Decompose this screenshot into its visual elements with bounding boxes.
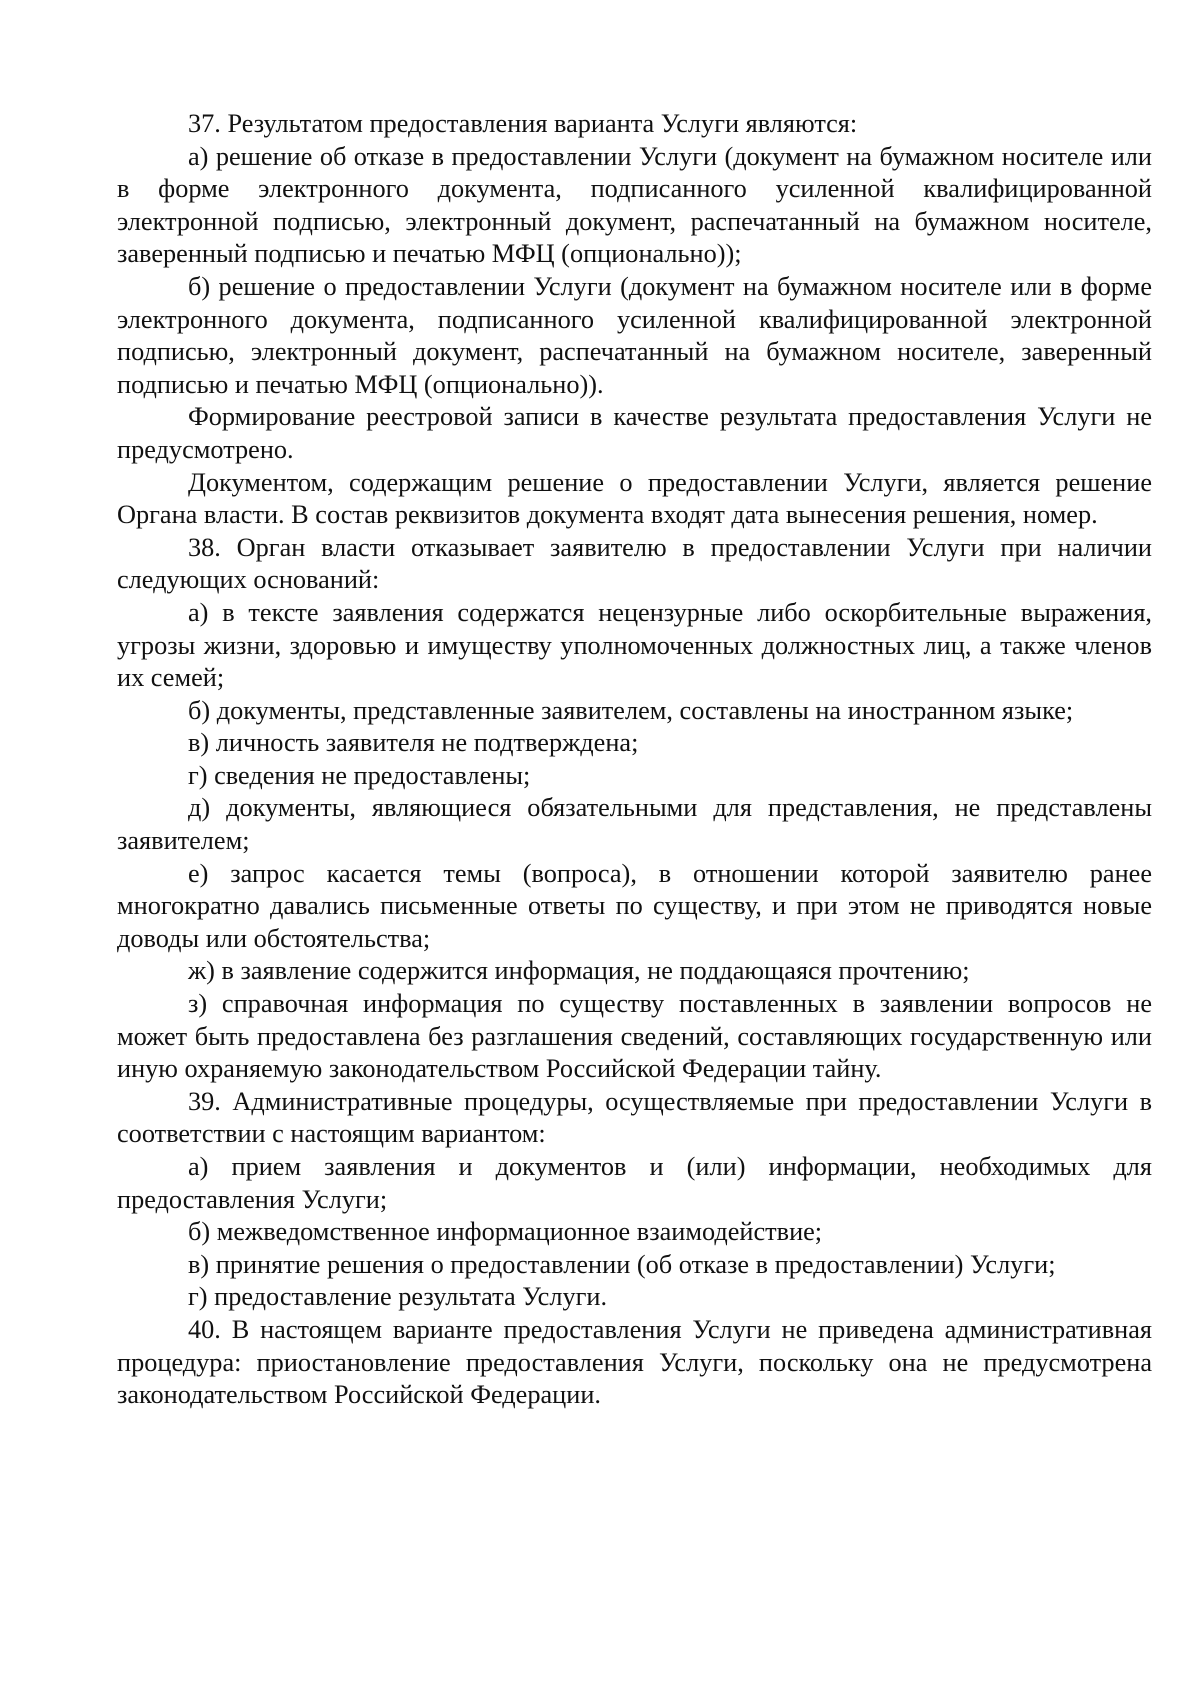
paragraph-39-g: г) предоставление результата Услуги. (188, 1282, 608, 1312)
paragraph-38-v: в) личность заявителя не подтверждена; (188, 728, 639, 758)
paragraph-38-a: а) в тексте заявления содержатся нецензурные либо оскорбительные выражения, угрозы жизни, здоровью и имуществу уполномоченных должностных лиц, а также членов их семей; (117, 597, 1152, 693)
paragraph-38-e: е) запрос касается темы (вопроса), в отношении которой заявителю ранее многократно давались письменные ответы по существу, и при этом не приводятся новые доводы или обстоятельства; (117, 858, 1152, 953)
paragraph-38-heading: 38. Орган власти отказывает заявителю в предоставлении Услуги при наличии следующих оснований: (117, 532, 1152, 595)
paragraph-39-a: а) прием заявления и документов и (или) информации, необходимых для предоставления Услуги; (117, 1152, 1152, 1214)
paragraph-40: 40. В настоящем варианте предоставления Услуги не приведена административная процедура: приостановление предоставления Услуги, поскольку она не предусмотрена законодательством Российской Федерации. (117, 1314, 1152, 1410)
paragraph-37-a: а) решение об отказе в предоставлении Услуги (документ на бумажном носителе или в форме электронного документа, подписанного усиленной квалифицированной электронной подписью, электронный документ, распечатанный на бумажном носителе, заверенный подписью и печатью МФЦ (опционально)); (117, 141, 1152, 269)
paragraph-39-b: б) межведомственное информационное взаимодействие; (188, 1217, 823, 1247)
document-page (117, 108, 1152, 1412)
paragraph-37-heading: 37. Результатом предоставления варианта Услуги являются: (188, 109, 858, 138)
paragraph-38-d: д) документы, являющиеся обязательными для представления, не представлены заявителем; (117, 793, 1152, 856)
paragraph-38-g: г) сведения не предоставлены; (188, 760, 531, 790)
paragraph-38-z: з) справочная информация по существу поставленных в заявлении вопросов не может быть предоставлена без разглашения сведений, составляющих государственную или иную охраняемую законодательством Российской Федерации тайну. (117, 989, 1152, 1084)
paragraph-39-v: в) принятие решения о предоставлении (об отказе в предоставлении) Услуги; (188, 1249, 1056, 1279)
paragraph-39-heading: 39. Административные процедуры, осуществляемые при предоставлении Услуги в соответствии с настоящим вариантом: (117, 1086, 1152, 1149)
paragraph-38-zh: ж) в заявление содержится информация, не поддающаяся прочтению; (188, 956, 970, 986)
paragraph-38-b: б) документы, представленные заявителем, составлены на иностранном языке; (188, 695, 1074, 725)
paragraph-registry-record: Формирование реестровой записи в качестве результата предоставления Услуги не предусмотрено. (117, 402, 1152, 464)
paragraph-37-b: б) решение о предоставлении Услуги (документ на бумажном носителе или в форме электронного документа, подписанного усиленной квалифицированной электронной подписью, электронный документ, распечатанный на бумажном носителе, заверенный подписью и печатью МФЦ (опционально)). (117, 271, 1152, 399)
paragraph-decision-document: Документом, содержащим решение о предоставлении Услуги, является решение Органа власти. В состав реквизитов документа входят дата вынесения решения, номер. (117, 467, 1152, 530)
